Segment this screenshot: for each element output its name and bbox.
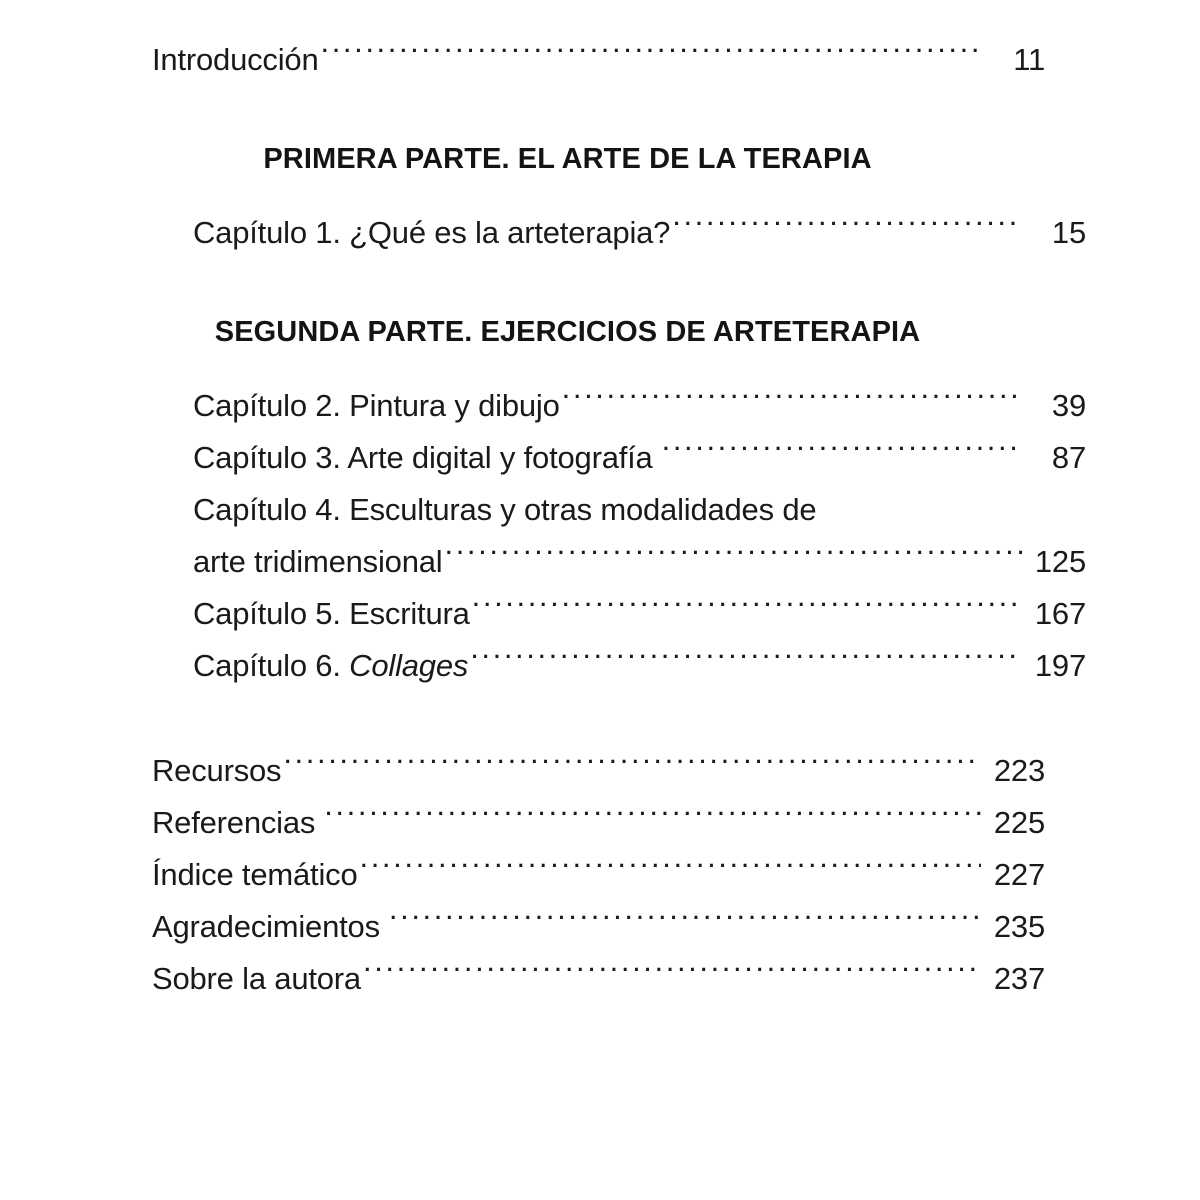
- spacer: [152, 179, 1045, 207]
- part-heading-primera: PRIMERA PARTE. EL ARTE DE LA TERAPIA: [263, 143, 872, 175]
- dot-leader: [324, 802, 981, 833]
- toc-entry-page: 11: [1013, 42, 1045, 77]
- toc-entry-sobre-la-autora[interactable]: [152, 953, 1045, 1005]
- toc-entry-page: 39: [1051, 388, 1086, 423]
- dot-leader: [470, 645, 1022, 676]
- toc-entry-page: 197: [1034, 648, 1086, 683]
- toc-entry-title: Sobre la autora: [152, 961, 361, 996]
- toc-entry-page: 227: [993, 857, 1045, 892]
- dot-leader: [818, 489, 1022, 520]
- toc-entry-referencias[interactable]: [152, 797, 1045, 849]
- table-of-contents: [152, 34, 1086, 1005]
- toc-entry-page: 225: [993, 805, 1045, 840]
- toc-entry-capitulo-4-line-2[interactable]: [152, 536, 1086, 588]
- toc-entry-page: 167: [1034, 596, 1086, 631]
- toc-entry-capitulo-6[interactable]: [152, 640, 1086, 692]
- part-heading-segunda: SEGUNDA PARTE. EJERCICIOS DE ARTETERAPIA: [214, 316, 921, 348]
- spacer: [152, 259, 1045, 312]
- dot-leader: [283, 750, 981, 781]
- spacer: [152, 86, 1045, 139]
- toc-entry-title: Referencias: [152, 805, 316, 840]
- toc-entry-capitulo-2[interactable]: [152, 380, 1086, 432]
- toc-entry-introduccion[interactable]: [152, 34, 1045, 86]
- toc-entry-page: 237: [993, 961, 1045, 996]
- toc-entry-capitulo-5[interactable]: [152, 588, 1086, 640]
- toc-entry-indice-tematico[interactable]: [152, 849, 1045, 901]
- dot-leader: [320, 39, 981, 70]
- dot-leader: [363, 958, 981, 989]
- toc-entry-title: Capítulo 5. Escritura: [193, 596, 470, 631]
- toc-entry-title: [193, 640, 468, 692]
- toc-entry-title: Capítulo 1. ¿Qué es la arteterapia?: [193, 215, 671, 250]
- toc-entry-agradecimientos[interactable]: [152, 901, 1045, 953]
- dot-leader: [472, 593, 1022, 624]
- toc-entry-capitulo-3[interactable]: [152, 432, 1086, 484]
- toc-entry-capitulo-1[interactable]: [152, 207, 1086, 259]
- toc-entry-title-plain: Capítulo 6.: [193, 648, 350, 683]
- toc-entry-recursos[interactable]: [152, 745, 1045, 797]
- toc-entry-page: 235: [993, 909, 1045, 944]
- dot-leader: [444, 541, 1022, 572]
- toc-entry-capitulo-4-line-1[interactable]: [152, 484, 1086, 536]
- toc-entry-title: Agradecimientos: [152, 909, 380, 944]
- dot-leader: [389, 906, 981, 937]
- toc-entry-title-italic: Collages: [349, 648, 469, 683]
- toc-entry-title: arte tridimensional: [193, 544, 443, 579]
- spacer: [152, 692, 1045, 745]
- dot-leader: [562, 385, 1022, 416]
- toc-entry-title: Capítulo 3. Arte digital y fotografía: [193, 440, 653, 475]
- toc-entry-page: 125: [1034, 544, 1086, 579]
- toc-entry-title: Recursos: [152, 753, 282, 788]
- toc-entry-title: Capítulo 4. Esculturas y otras modalidades de: [193, 492, 817, 527]
- toc-entry-title: Capítulo 2. Pintura y dibujo: [193, 388, 560, 423]
- toc-entry-page: 15: [1051, 215, 1086, 250]
- spacer: [152, 352, 1045, 380]
- toc-entry-title: Introducción: [152, 42, 319, 77]
- dot-leader: [662, 437, 1022, 468]
- dot-leader: [672, 212, 1022, 243]
- toc-entry-page: 223: [993, 753, 1045, 788]
- toc-entry-title: Índice temático: [152, 857, 358, 892]
- dot-leader: [360, 854, 982, 885]
- toc-entry-page: 87: [1051, 440, 1086, 475]
